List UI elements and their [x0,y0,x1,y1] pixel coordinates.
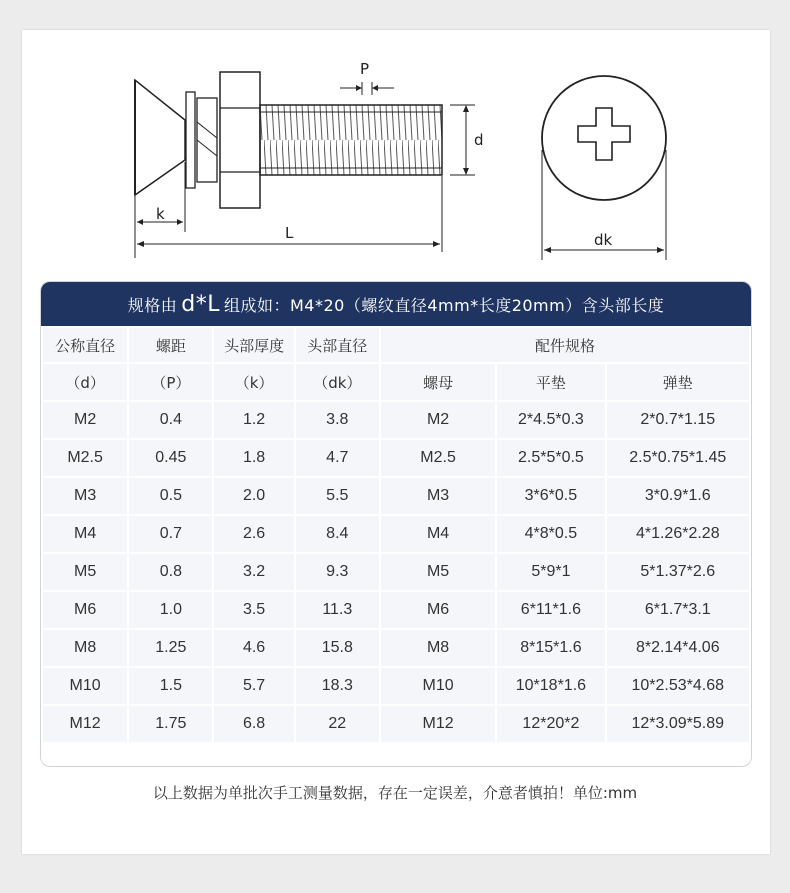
cell: 22 [296,706,379,742]
cell: 8.4 [296,516,379,552]
head-thickness-label: k [156,205,165,223]
cell: 5.7 [214,668,293,704]
cell: 11.3 [296,592,379,628]
table-row [43,478,749,514]
cell: 2.5*0.75*1.45 [607,440,749,476]
header-accessories: 配件规格 [381,328,749,362]
head-diameter-label: dk [594,231,613,249]
cell: M8 [43,630,127,666]
cell: M5 [43,554,127,590]
cell: 3*0.9*1.6 [607,478,749,514]
spec-table [41,326,751,744]
header-pitch: 螺距 [129,328,212,362]
cell: 3.8 [296,402,379,438]
cell: M3 [381,478,495,514]
cell: M2 [381,402,495,438]
table-row [43,402,749,438]
cell: 2.6 [214,516,293,552]
header-nominal-diameter: 公称直径 [43,328,127,362]
cell: 6.8 [214,706,293,742]
cell: M5 [381,554,495,590]
cell: M2 [43,402,127,438]
cell: 0.5 [129,478,212,514]
cell: 4*8*0.5 [497,516,604,552]
table-row [43,668,749,704]
banner-prefix: 规格由 [127,295,178,315]
cell: 12*3.09*5.89 [607,706,749,742]
table-row [43,440,749,476]
cell: M8 [381,630,495,666]
spec-banner [41,282,751,326]
cell: 1.5 [129,668,212,704]
spring-washer [197,98,217,182]
pitch-label: P [360,60,370,78]
header-unit-d: （d） [43,364,127,400]
header-flat-washer: 平垫 [497,364,604,400]
header-head-thickness: 头部厚度 [214,328,293,362]
cell: 0.7 [129,516,212,552]
diameter-label: d [474,131,484,149]
table-row [43,592,749,628]
cell: 18.3 [296,668,379,704]
header-head-diameter: 头部直径 [296,328,379,362]
cell: 5*9*1 [497,554,604,590]
header-row-1 [43,328,749,362]
cell: M4 [381,516,495,552]
header-spring-washer: 弹垫 [607,364,749,400]
threaded-shaft [260,105,442,175]
cell: 5.5 [296,478,379,514]
screw-head [135,80,185,195]
cell: 8*15*1.6 [497,630,604,666]
cell: 9.3 [296,554,379,590]
cell: 15.8 [296,630,379,666]
screw-diagram [0,0,790,270]
cell: 2.0 [214,478,293,514]
header-unit-p: （P） [129,364,212,400]
cell: 4.6 [214,630,293,666]
cell: M6 [381,592,495,628]
banner-size-format: d*L [181,291,220,317]
cell: 1.0 [129,592,212,628]
cell: 1.2 [214,402,293,438]
cell: M3 [43,478,127,514]
cell: 6*11*1.6 [497,592,604,628]
table-row [43,706,749,742]
cell: M2.5 [43,440,127,476]
cell: 8*2.14*4.06 [607,630,749,666]
cell: M12 [43,706,127,742]
cell: 6*1.7*3.1 [607,592,749,628]
cell: M4 [43,516,127,552]
cell: 4*1.26*2.28 [607,516,749,552]
cell: 3.5 [214,592,293,628]
cell: M10 [43,668,127,704]
cell: 2.5*5*0.5 [497,440,604,476]
flat-washer [186,92,195,188]
cell: 3.2 [214,554,293,590]
cell: 1.75 [129,706,212,742]
cell: 5*1.37*2.6 [607,554,749,590]
cell: 2*0.7*1.15 [607,402,749,438]
cell: 3*6*0.5 [497,478,604,514]
cell: M12 [381,706,495,742]
footer-note: 以上数据为单批次手工测量数据，存在一定误差，介意者慎拍！单位:mm [152,784,638,802]
cell: M6 [43,592,127,628]
banner-example: 组成如：M4*20（螺纹直径4mm*长度20mm）含头部长度 [224,295,665,315]
cell: 4.7 [296,440,379,476]
cell: 1.25 [129,630,212,666]
length-label: L [285,224,294,242]
header-unit-dk: （dk） [296,364,379,400]
cell: 0.8 [129,554,212,590]
table-row [43,630,749,666]
cell: 2*4.5*0.3 [497,402,604,438]
cell: 12*20*2 [497,706,604,742]
cell: 0.45 [129,440,212,476]
spec-table-panel [40,281,752,767]
cell: 10*2.53*4.68 [607,668,749,704]
header-nut: 螺母 [381,364,495,400]
header-unit-k: （k） [214,364,293,400]
table-row [43,516,749,552]
cell: M2.5 [381,440,495,476]
header-row-2 [43,364,749,400]
cell: 1.8 [214,440,293,476]
cell: 0.4 [129,402,212,438]
hex-nut [220,72,260,208]
cell: 10*18*1.6 [497,668,604,704]
table-row [43,554,749,590]
cell: M10 [381,668,495,704]
